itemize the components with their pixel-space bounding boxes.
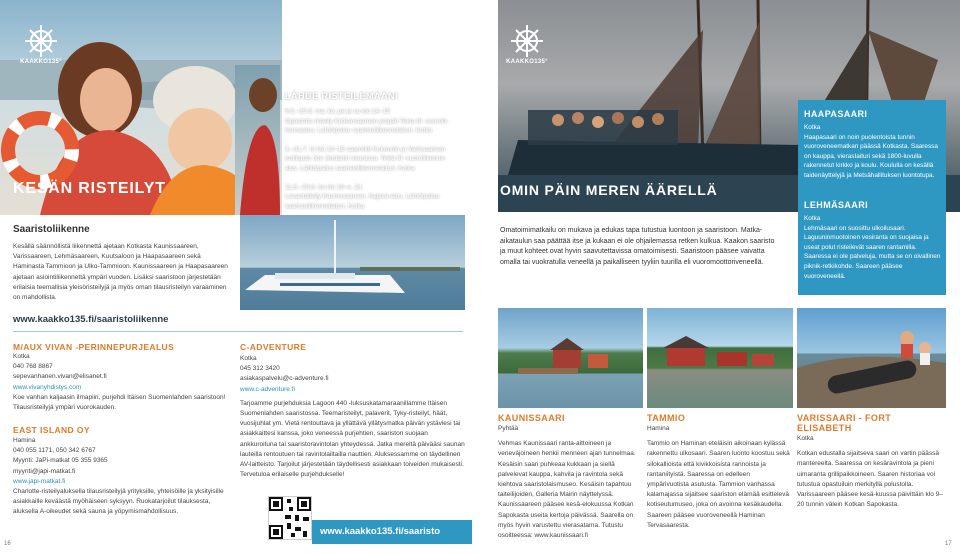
intro-text: Omatoimimatkailu on mukava ja edukas tapa tutustua luontoon ja saaristoon. Matka-aikataulun saa päättää itse ja kukaan ei ole ohjailemassa retken kulkua. Kaakon saaristo ja muut kohteet ovat hyvin saavutettavissa omatoimisesti. Saaristoon pääsee vaivatta omalla tai vuokratulla veneellä ja paikalliseen tyyliin tuurilla eli vuoromoottoriveneellä. xyxy=(500,227,775,266)
c-adventure-block xyxy=(240,354,466,480)
cruise-line: rooliopas Joe Jordanin seurassa. Tekla III -vuoroliikenne- xyxy=(285,155,447,163)
kaunissaari-block xyxy=(498,413,643,541)
varissaari-title: VARISSAARI - FORT ELISABETH xyxy=(797,413,892,433)
c-adventure-web-link[interactable]: www.c-adventure.fi xyxy=(240,385,295,393)
photo-kaunissaari xyxy=(498,308,643,408)
cruise-line: saaristoliikennelaituri, Kotka xyxy=(285,202,365,210)
tammio-text: Tammio on Haminan eteläisin aikoinaan kylässä rakennettu ulkosaari. Saaren luonto koostuu sekä silokallioista että kivikkoisista rannoista ja rantaniityistä. Saaressa on edelleen ympärivuotista asutusta. Tammion vanhassa kalamajassa sijaitsee saariston elämää esittelevä kotiseutumuseo, joka on avoinna kesäkaudella. Saareen pääsee vuoroveneellä Haminan Tervasaaresta. xyxy=(647,440,790,529)
east-island-line: Hamina xyxy=(13,437,36,444)
photo-tammio xyxy=(647,308,793,408)
m-aux-title: M/AUX VIVAN -PERINNEPURJEALUS xyxy=(13,342,175,352)
east-island-text: Charlotte-risteilyaluksella tilausristeilyjä yrityksille, yhteisöille ja yksityisille asiakkaille keväästä myöhäiseen syksyyn. Ruokatarjoilut tilauksesta, aluksella A-oikeudet sekä sauna ja yöpymismahdollisuus. xyxy=(13,488,224,516)
m-aux-line: 040 768 8867 xyxy=(13,363,53,371)
logo-text: KAAKKO135° xyxy=(20,59,62,65)
lehmasaari-title: LEHMÄSAARI xyxy=(804,200,868,210)
lehmasaari-block xyxy=(804,200,942,281)
cruise-line: alus. Lähtö/paluu saaristoliikennelaituri, Kotka xyxy=(285,164,415,172)
lehmasaari-place: Kotka xyxy=(804,215,821,222)
hero-title: KESÄN RISTEILYT xyxy=(13,180,166,197)
kaakko-logo xyxy=(18,24,64,70)
photo-catamaran xyxy=(240,215,465,310)
ship-wheel-icon xyxy=(510,24,544,58)
m-aux-text: Koe vanhan kaljaasin ilmapiiri, purjehdi Itäisen Suomenlahden saaristoon! Tilausristeilyjä ympäri vuorokauden. xyxy=(13,393,226,412)
right-page xyxy=(480,0,960,554)
m-aux-line: Kotka xyxy=(13,353,30,360)
kaakko-logo xyxy=(504,24,550,70)
tammio-block xyxy=(647,413,793,531)
cruise-line: Opastettu risteily Kotkansaareen ympäri Tekla III -vuoroili- xyxy=(285,117,449,125)
east-island-line: 040 055 1171, 050 342 6767 xyxy=(13,447,96,455)
c-adventure-line: 045 312 3420 xyxy=(240,365,280,373)
cruise-line: 6.6.–15.8. ma, ke, pe ja su klo 14–15 xyxy=(285,108,390,115)
haapasaari-place: Kotka xyxy=(804,124,821,131)
page-number-right: 17 xyxy=(945,541,952,547)
right-hero-title: OMIN PÄIN MEREN ÄÄRELLÄ xyxy=(500,182,718,198)
tammio-title: TAMMIO xyxy=(647,413,686,423)
varissaari-place: Kotka xyxy=(797,435,814,442)
kaunissaari-text: Vehmas Kaunissaari ranta-aittoineen ja veneväjoineen henkii menneen ajan tunnelmaa. Kesäisin saari puhkeaa kukkaan ja siellä palvelevat kauppa, kahvila ja ravintola sekä kiehtova saaristolaismuseo. Kesäisin tapahtuu taiteilijoiden, Galleria Mairin näyttelyssä. Kaunissaareen pääsee kesä-elokuussa Kotkan Sapokasta useita kertoja päivässä. Saarella on myös hyvin varustettu vierasatama. Tutustu osoitteessa: www.kaunissaari.fi xyxy=(498,440,636,540)
logo-text: KAAKKO135° xyxy=(506,59,548,65)
photo-passengers xyxy=(235,65,280,215)
page-number-left: 16 xyxy=(4,541,11,547)
varissaari-text: Kotkan edustalla sijaitseva saari on vartin päässä mantereelta. Saaressa on kesäravintola ja pieni uimaranta grillipaikkoineen. Saaren historiaa voi tutustua opastuiluin merkityllä polustolla. Varissaareen pääsee kesä-kuussa päivittäin klo 9–20 tunnin välein Kotkan Sapokasta. xyxy=(797,450,943,509)
photo-varissaari xyxy=(797,308,946,408)
saaristo-text: Kesällä säännöllistä liikennettä ajetaan Kotkasta Kaunissaareen, Varissaareen, Lehmäsaareen, Kuutsaloon ja Haapasaareen sekä Haminasta Tammioon ja Ulko-Tammioon. Kaunissaareen ja Haapasaareen ajetaan asiointiliikennettä ympäri vuoden. Lisäksi saaristoon järjestetään erilaisia teemallisia yleisöristeilyjä ja myös oman tilausristeilyn varaaminen on mahdollista. xyxy=(13,243,228,302)
kaunissaari-title: KAUNISSAARI xyxy=(498,413,565,423)
divider xyxy=(13,331,463,332)
saaristo-title: Saaristoliikenne xyxy=(13,224,90,235)
east-island-title: EAST ISLAND OY xyxy=(13,425,90,435)
c-adventure-line: asiakaspalvelu@c-adventure.fi xyxy=(240,375,329,383)
haapasaari-title: HAAPASAARI xyxy=(804,109,868,119)
haapasaari-text: Haapasaari on noin puolentoista tunnin vuoroveneematkan päässä Kotkasta. Saaressa on kauppa, vierasIaituri sekä 1800-luvulla rakennetut kirkko ja koulu. Koululla on kesällä taidenäyttelyjä ja Metsähallituksen luontotupa. xyxy=(804,133,938,179)
east-island-block xyxy=(13,436,233,518)
m-aux-web-link[interactable]: www.vivanyhdistys.com xyxy=(13,383,82,391)
haapasaari-block xyxy=(804,109,942,181)
cruise-line: kennealus. Lähtö/paluu saaristoliikennelaituri, Kotka xyxy=(285,127,433,135)
cruise-line: 11.6.–20.8. ke klo 19–n. 24. xyxy=(285,183,364,191)
cruise-list xyxy=(285,107,465,211)
kaunissaari-place: Pyhtää xyxy=(498,425,519,432)
qr-code[interactable] xyxy=(268,496,312,540)
east-island-line: Myynti: JaPi-matkat 05 355 9365 xyxy=(13,457,108,465)
c-adventure-title: C-ADVENTURE xyxy=(240,342,307,352)
cruise-title: LÄHDE RISTEILEMÄÄN! xyxy=(285,91,399,101)
m-aux-line: sepevanhanen.vivan@elisanet.fi xyxy=(13,373,107,381)
c-adventure-text: Tarjoamme purjehduksia Lagoon 440 -luksuskatamaraanillamme Itäisen Suomenlahden saaristossa. Teemaristeilyt, palaverit, Tyky-risteilyt, häät, vuosijuhlat ym. Vietä rentouttava ja yllättävä yllätysmatka päivän ystäviesi tai asiakkaittesi kanssa, joko veneessä purjehtien, saariston suojaan ankkuroituna tai saaristoravintolan yhteydessä. Jatka mereltä päivääsi saunan lauteilla rentoutuen tai ravintolailtailla nauttien. Aluksessamme on täydellinen AV-laitteisto. Tarjoilut järjestetään täydellisesti asiakkaan toiveiden mukaisesti. Tervetuloa erilaiselle purjehdukselle! xyxy=(240,399,465,479)
c-adventure-line: Kotka xyxy=(240,355,257,362)
m-aux-block xyxy=(13,352,233,413)
ship-wheel-icon xyxy=(24,24,58,58)
lehmasaari-text: Lehmäsaari on suosittu ulkoilusaari. Laguuninmuotoinen vesiranta on suojaisa ja useat polut risteilevät saaren rantamilla. Saaressa ei ole palveluja, mutta se on oivallinen piknik-retkikohde. Saareen pääsee vuoroveneellä. xyxy=(804,224,941,280)
east-island-line: myynti@japi-matkat.fi xyxy=(13,467,76,475)
tammio-place: Hamina xyxy=(647,425,670,432)
cruise-line: 3.–31.7. to klo 13–15 saarreitti Kukouriin ja Varissaareen xyxy=(285,145,446,153)
saaristo-link[interactable]: www.kaakko135.fi/saaristoliikenne xyxy=(13,314,169,325)
varissaari-block xyxy=(797,413,946,510)
qr-url[interactable]: www.kaakko135.fi/saaristo xyxy=(320,526,441,537)
cruise-line: Lauantaiteily Kaunissaareen. Kajava-alus. Lähtö/paluu xyxy=(285,193,440,201)
east-island-web-link[interactable]: www.japi-matkat.fi xyxy=(13,477,66,485)
